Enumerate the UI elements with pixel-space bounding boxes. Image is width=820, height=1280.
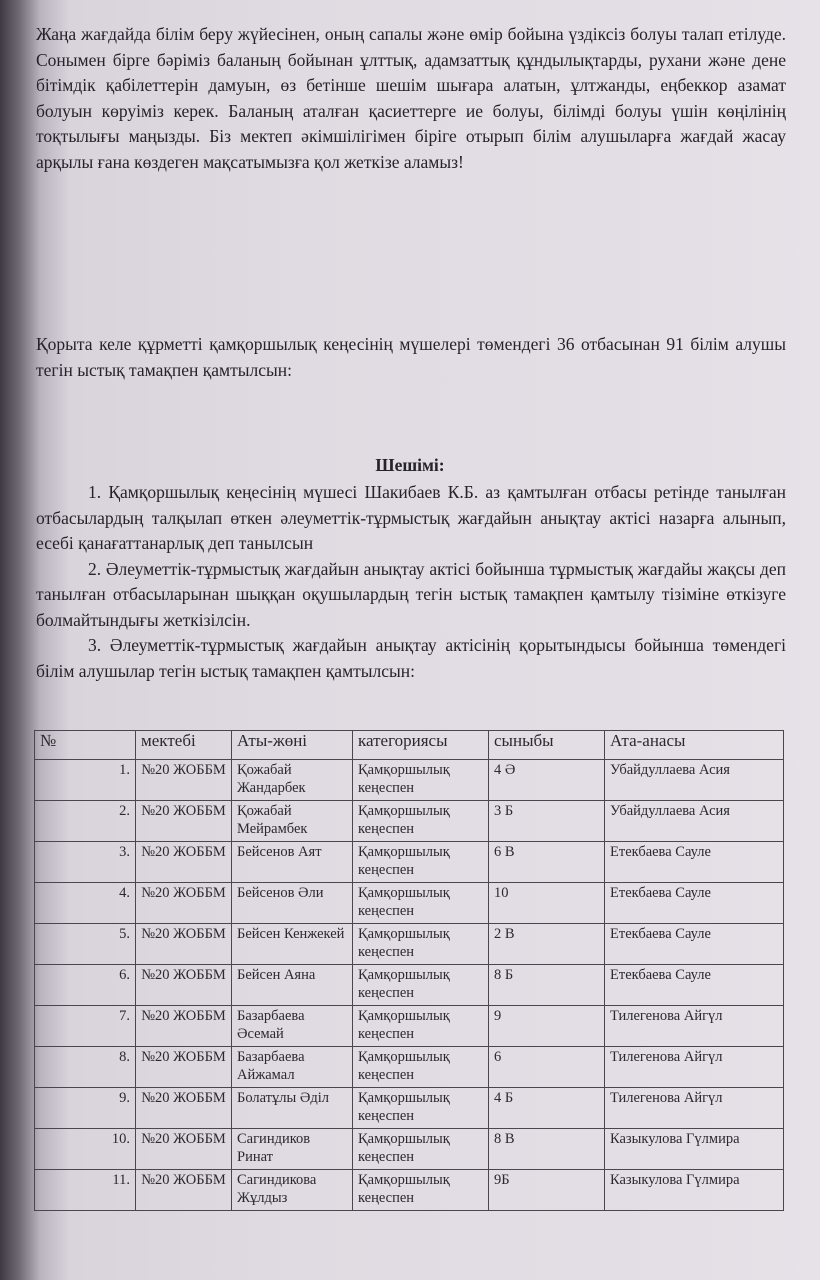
row-parent: Етекбаева Сауле <box>605 965 784 1006</box>
row-school: №20 ЖОББМ <box>136 760 232 801</box>
row-school: №20 ЖОББМ <box>136 1129 232 1170</box>
row-school: №20 ЖОББМ <box>136 801 232 842</box>
row-grade: 6 <box>489 1047 605 1088</box>
decision-intro-paragraph: Қорыта келе құрметті қамқоршылық кеңесінің мүшелері төмендегі 36 отбасынан 91 білім алушы тегін ыстық тамақпен қамтылсын: <box>36 334 786 380</box>
row-number: 11. <box>35 1170 136 1211</box>
table-row <box>35 842 784 883</box>
row-school: №20 ЖОББМ <box>136 883 232 924</box>
row-parent: Етекбаева Сауле <box>605 924 784 965</box>
decision-points <box>36 480 786 684</box>
decision-point-2: 2. Әлеуметтік-тұрмыстық жағдайын анықтау актісі бойынша тұрмыстық жағдайы жақсы деп танылған отбасыларынан шыққан оқушылардың тегін ыстық тамақпен қамтылу тізіміне өткізуге болмайтындығы жеткізілсін. <box>36 558 786 630</box>
row-number: 1. <box>35 760 136 801</box>
row-name: Сагиндиков Ринат <box>232 1129 353 1170</box>
row-number: 9. <box>35 1088 136 1129</box>
row-category: Қамқоршылық кеңеспен <box>353 1170 489 1211</box>
row-category: Қамқоршылық кеңеспен <box>353 1088 489 1129</box>
row-parent: Убайдуллаева Асия <box>605 801 784 842</box>
row-school: №20 ЖОББМ <box>136 924 232 965</box>
row-category: Қамқоршылық кеңеспен <box>353 883 489 924</box>
header-category: категориясы <box>353 731 489 760</box>
table-row <box>35 1047 784 1088</box>
row-number: 10. <box>35 1129 136 1170</box>
row-number: 2. <box>35 801 136 842</box>
row-category: Қамқоршылық кеңеспен <box>353 1129 489 1170</box>
row-number: 7. <box>35 1006 136 1047</box>
row-grade: 9Б <box>489 1170 605 1211</box>
table-row <box>35 965 784 1006</box>
row-school: №20 ЖОББМ <box>136 842 232 883</box>
row-parent: Казыкулова Гүлмира <box>605 1129 784 1170</box>
row-number: 3. <box>35 842 136 883</box>
table-row <box>35 1088 784 1129</box>
row-grade: 4 Ә <box>489 760 605 801</box>
row-category: Қамқоршылық кеңеспен <box>353 924 489 965</box>
row-name: Болатұлы Әділ <box>232 1088 353 1129</box>
row-parent: Тилегенова Айгүл <box>605 1047 784 1088</box>
row-parent: Тилегенова Айгүл <box>605 1088 784 1129</box>
row-name: Бейсен Аяна <box>232 965 353 1006</box>
row-grade: 8 Б <box>489 965 605 1006</box>
row-category: Қамқоршылық кеңеспен <box>353 801 489 842</box>
row-category: Қамқоршылық кеңеспен <box>353 842 489 883</box>
row-parent: Етекбаева Сауле <box>605 842 784 883</box>
table-row <box>35 760 784 801</box>
row-category: Қамқоршылық кеңеспен <box>353 760 489 801</box>
row-grade: 6 В <box>489 842 605 883</box>
row-grade: 4 Б <box>489 1088 605 1129</box>
row-name: Базарбаева Әсемай <box>232 1006 353 1047</box>
row-parent: Убайдуллаева Асия <box>605 760 784 801</box>
table-row <box>35 801 784 842</box>
row-category: Қамқоршылық кеңеспен <box>353 1047 489 1088</box>
intro-paragraph: Жаңа жағдайда білім беру жүйесінен, оның сапалы және өмір бойына үздіксіз болуы талап етілуде. Сонымен бірге бәріміз баланың бойынан ұлттық, адамзаттық құндылықтарды, рухани және дене бітімдік қабілеттерін дамуын, өз бетінше шешім шығара алатын, ұлтжанды, еңбеккор азамат болуын көруіміз керек. Баланың аталған қасиеттерге ие болуы, білімді болуы үшін көңілінің тоқтылығы маңызды. Біз мектеп әкімшілігімен біріге отырып білім алушыларға жағдай жасау арқылы ғана көздеген мақсатымызға қол жеткізе аламыз! <box>36 24 786 172</box>
row-parent: Тилегенова Айгүл <box>605 1006 784 1047</box>
decision-point-1: 1. Қамқоршылық кеңесінің мүшесі Шакибаев К.Б. аз қамтылған отбасы ретінде танылған отбасылардың талқылап өткен әлеуметтік-тұрмыстық жағдайын анықтау актісі назарға алынып, есебі қанағаттанарлық деп танылсын <box>36 482 786 553</box>
row-name: Сагиндикова Жұлдыз <box>232 1170 353 1211</box>
header-parent: Ата-анасы <box>605 731 784 760</box>
row-school: №20 ЖОББМ <box>136 1047 232 1088</box>
row-name: Бейсенов Аят <box>232 842 353 883</box>
row-category: Қамқоршылық кеңеспен <box>353 1006 489 1047</box>
row-grade: 10 <box>489 883 605 924</box>
table-row <box>35 1129 784 1170</box>
table-row <box>35 1170 784 1211</box>
row-number: 6. <box>35 965 136 1006</box>
decision-heading: Шешімі: <box>375 455 445 475</box>
table-row <box>35 883 784 924</box>
row-number: 5. <box>35 924 136 965</box>
row-grade: 2 В <box>489 924 605 965</box>
row-grade: 3 Б <box>489 801 605 842</box>
row-name: Қожабай Мейрамбек <box>232 801 353 842</box>
row-name: Базарбаева Айжамал <box>232 1047 353 1088</box>
table-body <box>35 760 784 1211</box>
header-name: Аты-жөні <box>232 731 353 760</box>
row-category: Қамқоршылық кеңеспен <box>353 965 489 1006</box>
row-name: Қожабай Жандарбек <box>232 760 353 801</box>
row-school: №20 ЖОББМ <box>136 1170 232 1211</box>
row-parent: Казыкулова Гүлмира <box>605 1170 784 1211</box>
row-parent: Етекбаева Сауле <box>605 883 784 924</box>
header-school: мектебі <box>136 731 232 760</box>
row-school: №20 ЖОББМ <box>136 1006 232 1047</box>
row-name: Бейсен Кенжекей <box>232 924 353 965</box>
students-table <box>34 730 784 1211</box>
row-name: Бейсенов Әли <box>232 883 353 924</box>
table-header-row <box>35 731 784 760</box>
table-row <box>35 924 784 965</box>
row-grade: 8 В <box>489 1129 605 1170</box>
row-number: 8. <box>35 1047 136 1088</box>
row-number: 4. <box>35 883 136 924</box>
table-row <box>35 1006 784 1047</box>
header-number: № <box>35 731 136 760</box>
decision-point-3: 3. Әлеуметтік-тұрмыстық жағдайын анықтау актісінің қорытындысы бойынша төмендегі білім алушылар тегін ыстық тамақпен қамтылсын: <box>36 635 786 681</box>
row-school: №20 ЖОББМ <box>136 965 232 1006</box>
row-school: №20 ЖОББМ <box>136 1088 232 1129</box>
row-grade: 9 <box>489 1006 605 1047</box>
header-grade: сыныбы <box>489 731 605 760</box>
